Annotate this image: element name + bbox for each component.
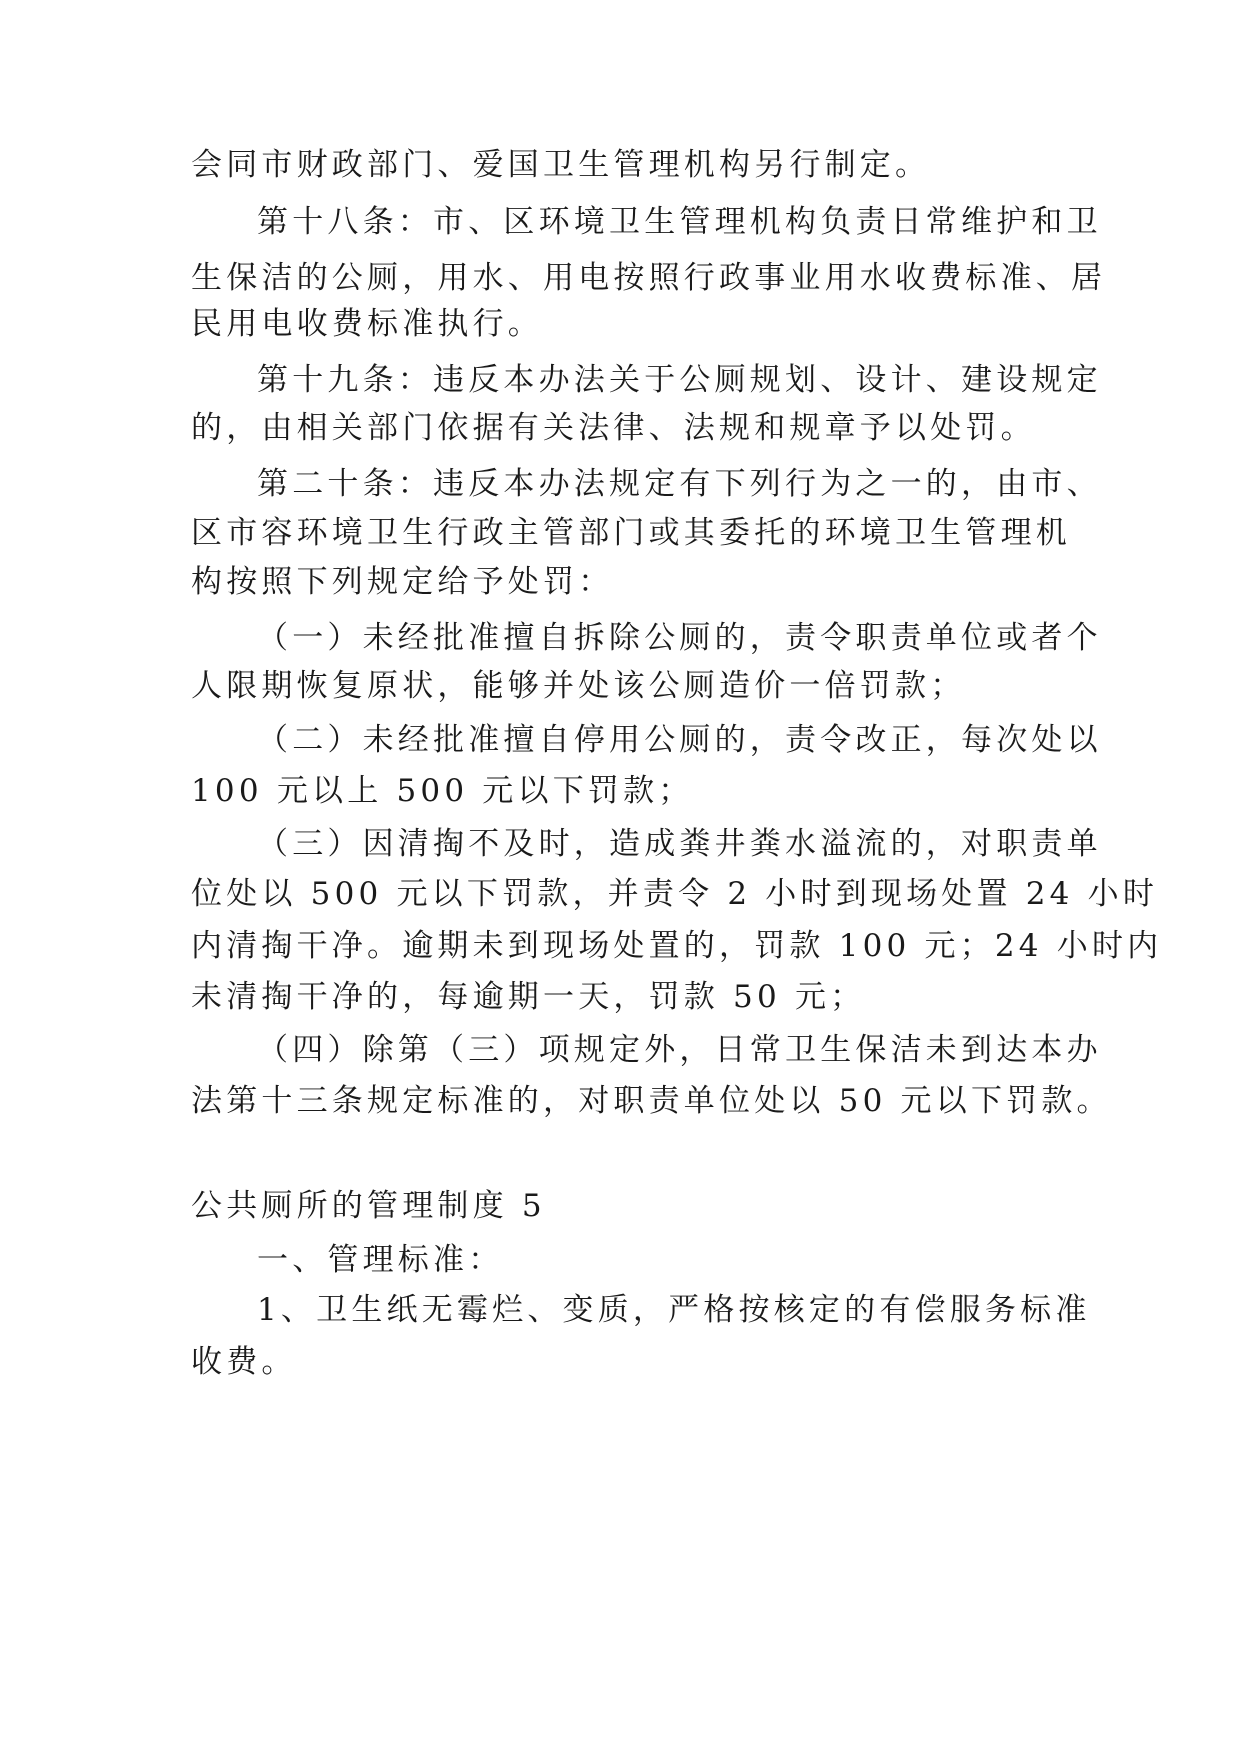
text-line: 收费。 <box>191 1344 297 1380</box>
clause-2-line: （二）未经批准擅自停用公厕的，责令改正，每次处以 <box>257 722 1102 758</box>
text-line: 的，由相关部门依据有关法律、法规和规章予以处罚。 <box>191 410 1036 446</box>
text-line: 内清掏干净。逾期未到现场处置的，罚款 100 元；24 小时内 <box>191 928 1163 964</box>
text-line: 区市容环境卫生行政主管部门或其委托的环境卫生管理机 <box>191 515 1071 551</box>
text-line: 100 元以上 500 元以下罚款； <box>191 773 694 809</box>
subsection-heading: 一、管理标准： <box>257 1242 504 1278</box>
article-18-heading-line: 第十八条：市、区环境卫生管理机构负责日常维护和卫 <box>257 204 1102 240</box>
article-19-heading-line: 第十九条：违反本办法关于公厕规划、设计、建设规定 <box>257 362 1102 398</box>
text-line: 生保洁的公厕，用水、用电按照行政事业用水收费标准、居 <box>191 260 1107 296</box>
text-line: 未清掏干净的，每逾期一天，罚款 50 元； <box>191 979 866 1015</box>
text-line: 构按照下列规定给予处罚： <box>191 564 614 600</box>
text-line: 会同市财政部门、爱国卫生管理机构另行制定。 <box>191 147 931 183</box>
text-line: 位处以 500 元以下罚款，并责令 2 小时到现场处置 24 小时 <box>191 876 1159 912</box>
text-line: 法第十三条规定标准的，对职责单位处以 50 元以下罚款。 <box>191 1083 1112 1119</box>
item-1-line: 1、卫生纸无霉烂、变质，严格按核定的有偿服务标准 <box>257 1292 1091 1328</box>
clause-4-line: （四）除第（三）项规定外，日常卫生保洁未到达本办 <box>257 1032 1102 1068</box>
article-20-heading-line: 第二十条：违反本办法规定有下列行为之一的，由市、 <box>257 466 1102 502</box>
text-line: 人限期恢复原状，能够并处该公厕造价一倍罚款； <box>191 668 966 704</box>
clause-3-line: （三）因清掏不及时，造成粪井粪水溢流的，对职责单 <box>257 826 1102 862</box>
section-title: 公共厕所的管理制度 5 <box>191 1188 546 1224</box>
clause-1-line: （一）未经批准擅自拆除公厕的，责令职责单位或者个 <box>257 620 1102 656</box>
text-line: 民用电收费标准执行。 <box>191 306 543 342</box>
